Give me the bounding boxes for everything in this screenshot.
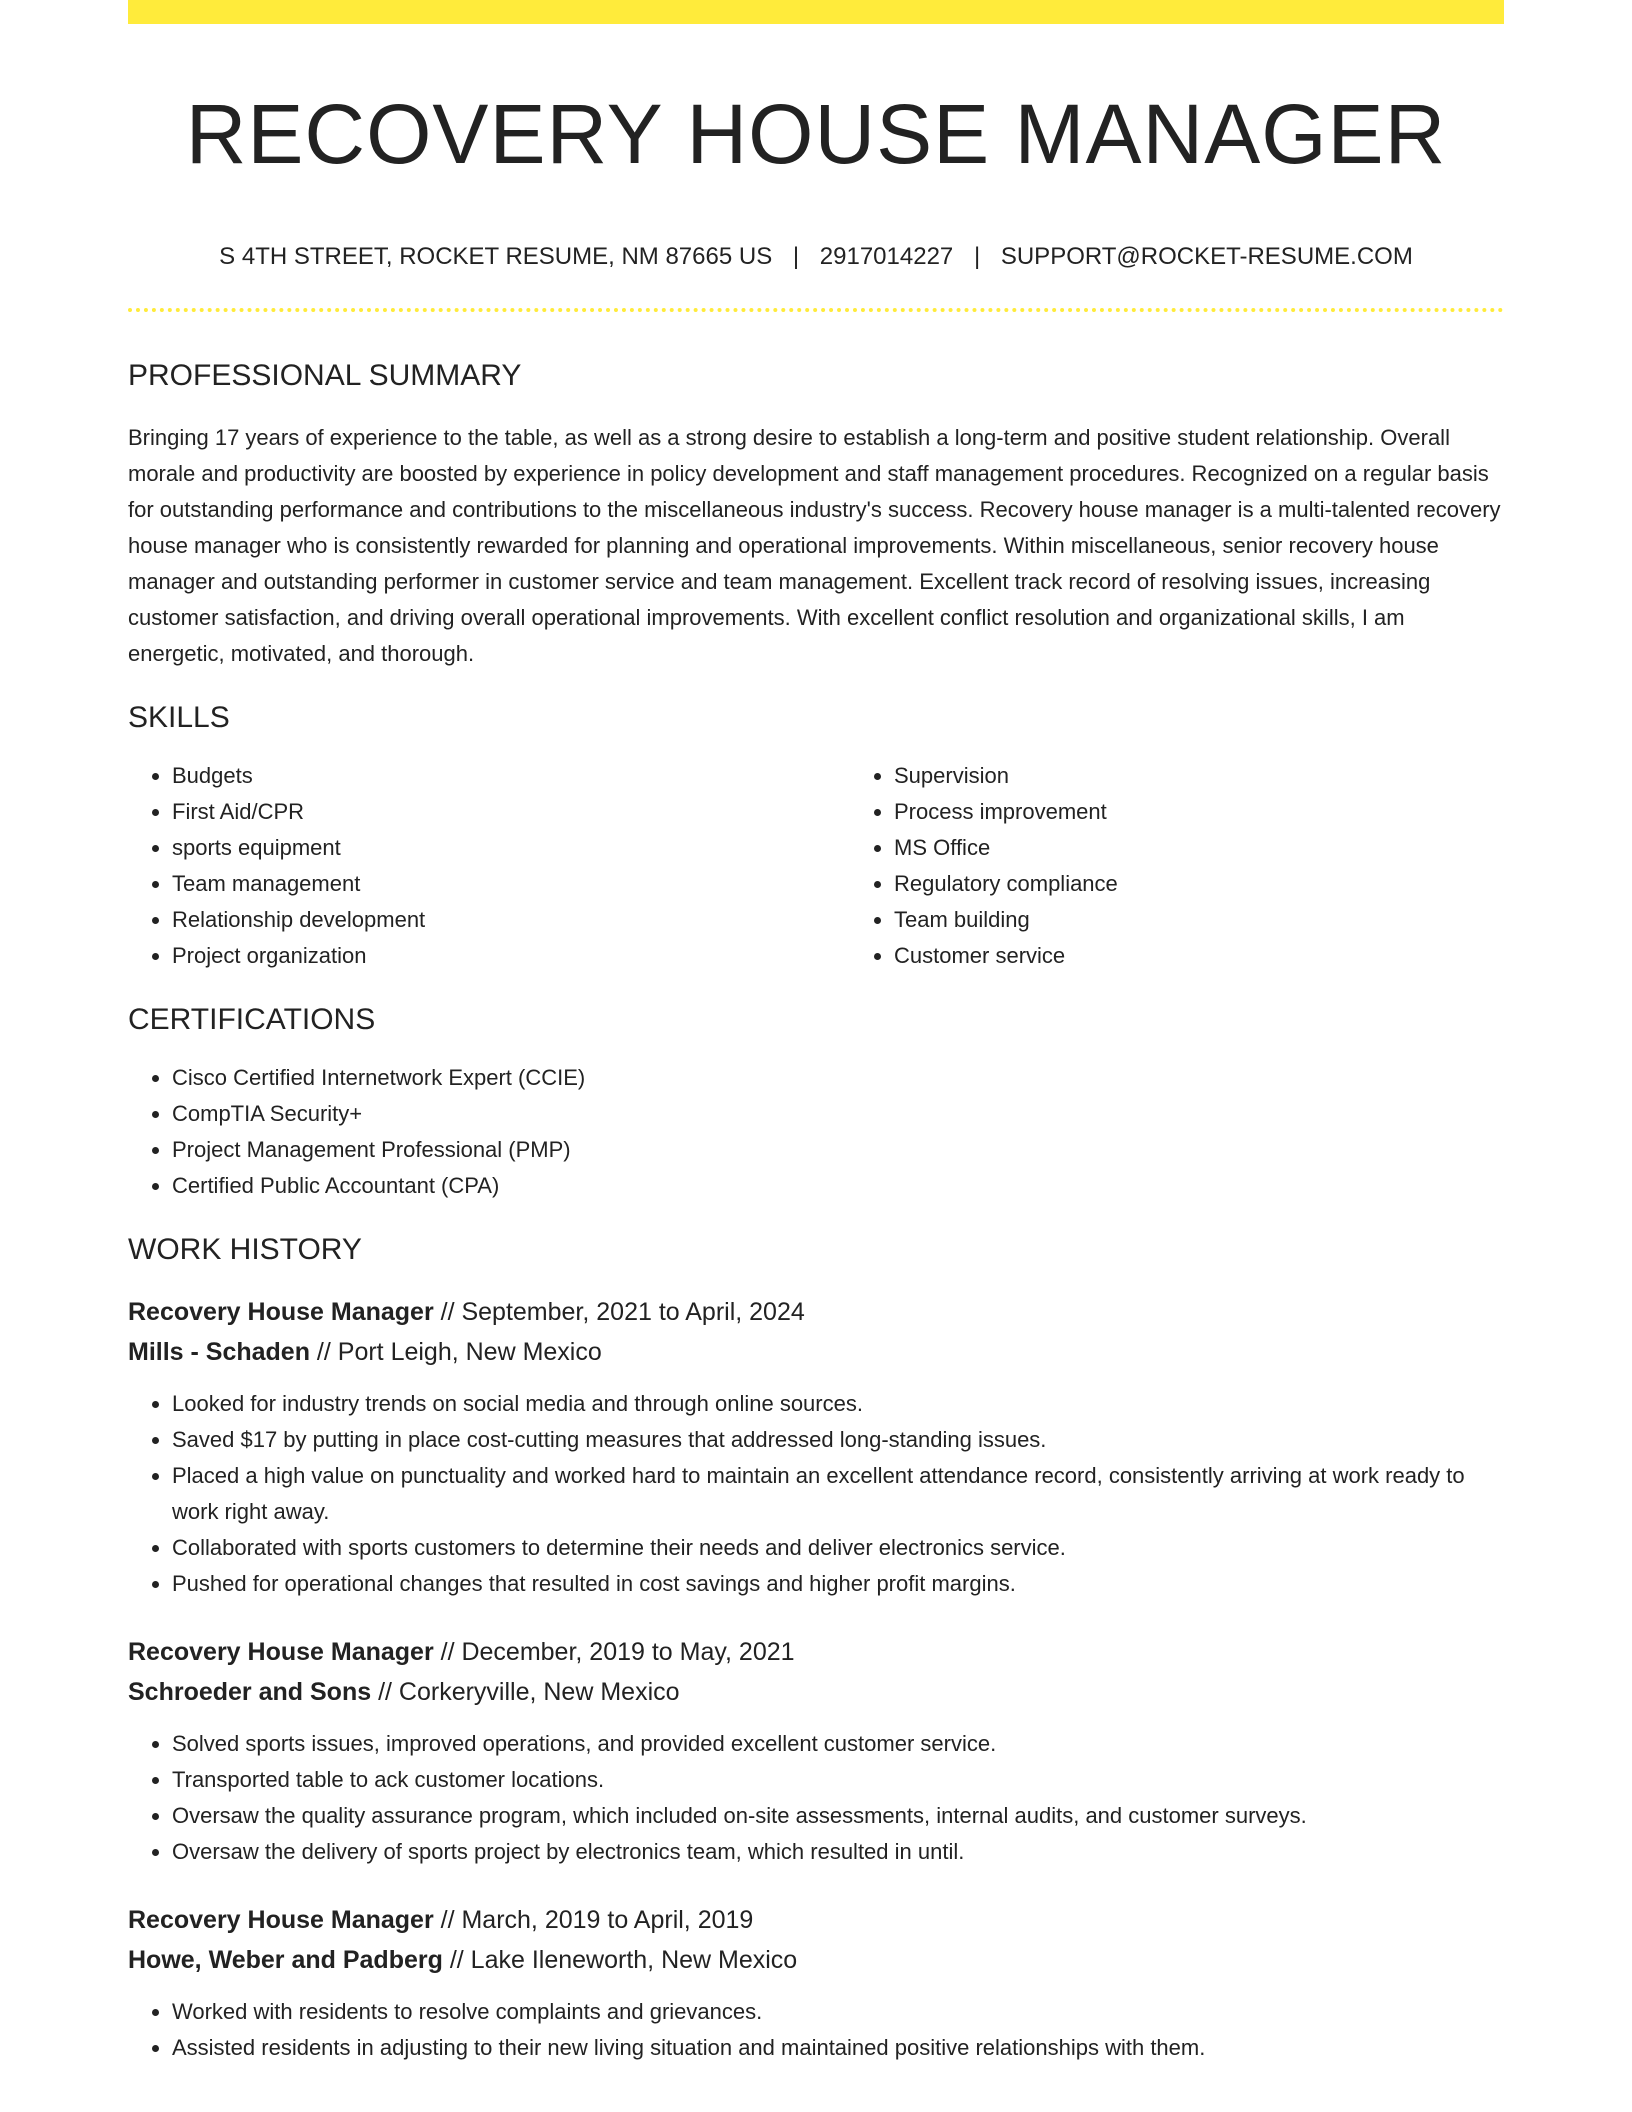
skill-item: • MS Office [894,830,1572,866]
job-role: Recovery House Manager [128,1906,434,1934]
certifications-heading: CERTIFICATIONS [128,1003,376,1036]
contact-line [128,242,1504,272]
skill-item: • Regulatory compliance [894,866,1572,902]
dotted-divider [128,308,1504,312]
job-company: Schroeder and Sons [128,1678,372,1706]
job-bullet: • Worked with residents to resolve complaints and grievances. [172,1994,1504,2030]
job-dates: // September, 2021 to April, 2024 [433,1298,805,1326]
job-entry [128,1292,1504,1602]
job-bullet: • Solved sports issues, improved operations, and provided excellent customer service. [172,1726,1504,1762]
job-role-line [128,1632,1504,1672]
skill-item: • Project organization [172,938,850,974]
job-bullets [128,1386,1504,1602]
job-bullet: • Assisted residents in adjusting to their new living situation and maintained positive relationships with them. [172,2030,1504,2066]
contact-email: SUPPORT@ROCKET-RESUME.COM [1000,243,1413,270]
job-role-line [128,1900,1504,1940]
job-role: Recovery House Manager [128,1298,434,1326]
skill-item: • Customer service [894,938,1572,974]
job-company: Mills - Schaden [128,1338,310,1366]
contact-address: S 4TH STREET, ROCKET RESUME, NM 87665 US [219,243,773,270]
skill-item: • sports equipment [172,830,850,866]
skill-item: • Team management [172,866,850,902]
job-bullets [128,1726,1504,1870]
job-role-line [128,1292,1504,1332]
job-entry [128,1900,1504,2066]
job-company-line [128,1332,1504,1372]
contact-separator: | [792,243,800,270]
job-company-line [128,1940,1504,1980]
skills-columns [128,758,1504,974]
accent-top-bar [128,0,1504,24]
skill-item: • Supervision [894,758,1572,794]
job-location: // Lake Ileneworth, New Mexico [442,1946,798,1974]
skill-item: • First Aid/CPR [172,794,850,830]
skill-item: • Process improvement [894,794,1572,830]
skill-item: • Team building [894,902,1572,938]
skills-heading: SKILLS [128,701,230,734]
summary-text: Bringing 17 years of experience to the table, as well as a strong desire to establish a long-term and positive student relationship. Overall morale and productivity are boosted by experience in policy development and staff management procedures. Recognized on a regular basis for outstanding performance and contributions to the miscellaneous industry's success. Recovery house manager is a multi-talented recovery house manager who is consistently rewarded for planning and operational improvements. Within miscellaneous, senior recovery house manager and outstanding performer in customer service and team management. Excellent track record of resolving issues, increasing customer satisfaction, and driving overall operational improvements. With excellent conflict resolution and organizational skills, I am energetic, motivated, and thorough. [128,425,1501,666]
skill-item: • Budgets [172,758,850,794]
work-history-heading: WORK HISTORY [128,1233,362,1266]
summary-heading: PROFESSIONAL SUMMARY [128,359,522,392]
contact-phone: 2917014227 [819,243,954,270]
certification-item: • Certified Public Accountant (CPA) [172,1168,1504,1204]
skills-list-right [850,758,1572,974]
job-location: // Port Leigh, New Mexico [309,1338,602,1366]
job-location: // Corkeryville, New Mexico [371,1678,680,1706]
job-dates: // March, 2019 to April, 2019 [433,1906,754,1934]
certification-item: • CompTIA Security+ [172,1096,1504,1132]
job-bullet: • Pushed for operational changes that resulted in cost savings and higher profit margins. [172,1566,1504,1602]
job-entry [128,1632,1504,1870]
resume-page [128,0,1504,2066]
contact-separator: | [973,243,981,270]
job-bullets [128,1994,1504,2066]
job-bullet: • Oversaw the delivery of sports project by electronics team, which resulted in until. [172,1834,1504,1870]
job-company: Howe, Weber and Padberg [128,1946,443,1974]
job-bullet: • Saved $17 by putting in place cost-cutting measures that addressed long-standing issues. [172,1422,1504,1458]
skills-list-left [128,758,850,974]
resume-title: RECOVERY HOUSE MANAGER [185,87,1447,181]
job-bullet: • Collaborated with sports customers to determine their needs and deliver electronics service. [172,1530,1504,1566]
job-bullet: • Oversaw the quality assurance program, which included on-site assessments, internal audits, and customer surveys. [172,1798,1504,1834]
job-bullet: • Looked for industry trends on social media and through online sources. [172,1386,1504,1422]
job-role: Recovery House Manager [128,1638,434,1666]
certifications-list [128,1060,1504,1204]
job-bullet: • Transported table to ack customer locations. [172,1762,1504,1798]
certification-item: • Cisco Certified Internetwork Expert (CCIE) [172,1060,1504,1096]
certification-item: • Project Management Professional (PMP) [172,1132,1504,1168]
job-dates: // December, 2019 to May, 2021 [433,1638,795,1666]
skill-item: • Relationship development [172,902,850,938]
job-company-line [128,1672,1504,1712]
job-bullet: • Placed a high value on punctuality and worked hard to maintain an excellent attendance record, consistently arriving at work ready to work right away. [172,1458,1504,1530]
